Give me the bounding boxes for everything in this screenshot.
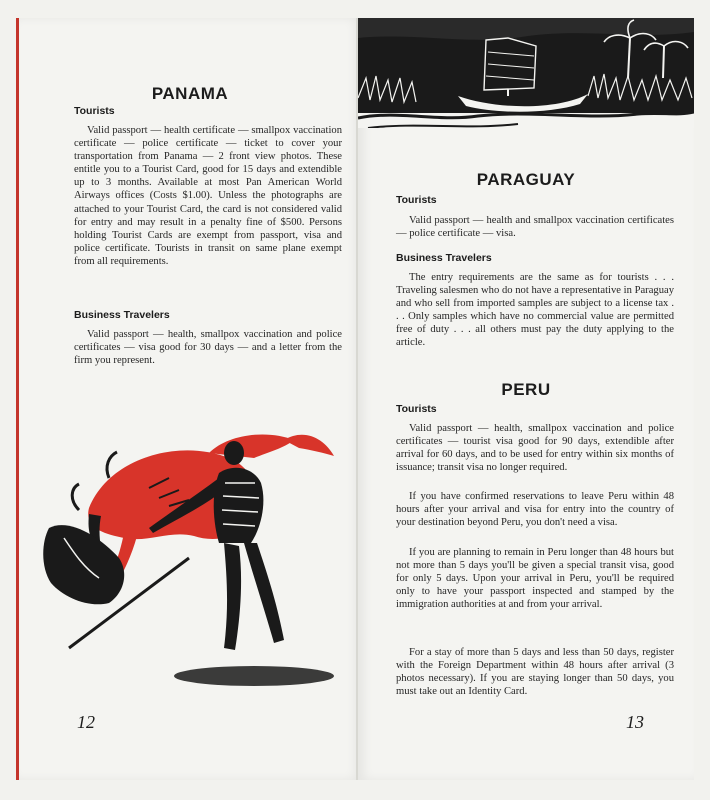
left-page	[16, 18, 361, 780]
peru-title: PERU	[501, 380, 551, 399]
peru-tourists-heading: Tourists	[396, 403, 437, 415]
paraguay-title: PARAGUAY	[476, 170, 576, 189]
panama-business-heading: Business Travelers	[74, 309, 170, 321]
bullfighter-illustration	[29, 418, 349, 708]
right-page	[358, 18, 694, 780]
page-number-right: 13	[626, 712, 644, 732]
panama-tourists-heading: Tourists	[74, 105, 115, 117]
boat-river-illustration	[358, 18, 694, 128]
peru-paragraph-4: For a stay of more than 5 days and less than 50 days, register with the Foreign Department within 48 hours after arrival (3 photos necessary). If you are staying longer than 50 days, you must take out an Identity Card.	[396, 647, 674, 698]
panama-tourists-text: Valid passport — health certificate — smallpox vaccination certificate — police certificate — ticket to cover your transportation from Panama — 2 front view photos. These entitle you to a Tourist Card, good for 15 days and extendible up to 3 months. Available at most Pan American World Airways offices (Costs $1.00). Unless the photographs are attached to your Tourist Card, the card is not considered valid for entry and may result in a penalty fine of $500. Persons holding Tourist Cards are exempt from passport, visa and police certificate. Tourists in transit on same plane exempt from all requirements.	[74, 125, 342, 267]
peru-paragraph-1: Valid passport — health, smallpox vaccination and police certificates — tourist visa good for 90 days, extendible after arrival for 60 days, and to be used for entry within six months of issuance; transit visa no longer required.	[396, 423, 674, 474]
paraguay-business-heading: Business Travelers	[396, 252, 492, 264]
peru-paragraph-3: If you are planning to remain in Peru longer than 48 hours but not more than 5 days you'll be given a special transit visa, good for only 5 days. Upon your arrival in Peru, you'll be required only to have your passport inspected and stamped by the immigration authorities at and from your arrival.	[396, 547, 674, 611]
paraguay-tourists-heading: Tourists	[396, 194, 437, 206]
paraguay-tourists-text: Valid passport — health and smallpox vaccination certificates — police certificate — visa.	[396, 215, 674, 240]
page-number-left: 12	[77, 712, 95, 732]
peru-paragraph-2: If you have confirmed reservations to leave Peru within 48 hours after your arrival and visa for entry into the country of your destination beyond Peru, you don't need a visa.	[396, 491, 674, 529]
panama-title: PANAMA	[151, 84, 229, 103]
panama-business-text: Valid passport — health, smallpox vaccination and police certificates — visa good for 30 days — and a letter from the firm you represent.	[74, 329, 342, 367]
paraguay-business-text: The entry requirements are the same as for tourists . . . Traveling salesmen who do not have a representative in Paraguay and who sell from imported samples are subject to a license tax . . . Only samples which have no commercial value are permitted free of duty . . . all others must pay the duty applying to the article.	[396, 272, 674, 349]
